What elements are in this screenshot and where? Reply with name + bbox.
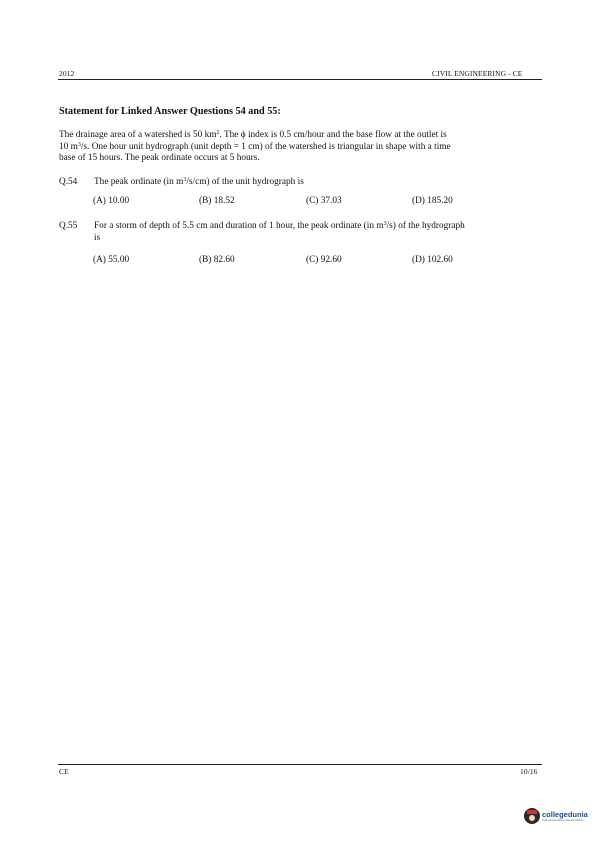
header-rule [58,79,542,80]
statement-title: Statement for Linked Answer Questions 54 and 55: [59,106,281,117]
statement-paragraph [59,130,535,165]
option-c: (C) 37.03 [306,196,342,206]
question-text: For a storm of depth of 5.5 cm and duration of 1 hour, the peak ordinate (in $m^3/s$) of the hydrograph is [94,221,465,243]
question-number: Q.55 [59,221,78,231]
option-b: (B) 82.60 [199,255,235,265]
mascot-icon [524,808,540,824]
footer-rule [58,764,542,765]
option-c: (C) 92.60 [306,255,342,265]
footer-page-number: 10/16 [520,767,538,776]
option-d: (D) 102.60 [412,255,453,265]
option-b: (B) 18.52 [199,196,235,206]
option-a: (A) 10.00 [93,196,130,206]
statement-line-1: The drainage area of a watershed is 50 $km^2$. The ϕ index is 0.5 cm/hour and the base flow at the outlet is [59,130,447,140]
option-d: (D) 185.20 [412,196,453,206]
statement-line-2: 10 $m^3/s$. One hour unit hydrograph (unit depth = 1 cm) of the watershed is triangular in shape with a time [59,141,451,152]
collegedunia-logo [524,808,588,824]
question-54 [59,177,535,191]
logo-text: collegedunia India's largest Student Review Platform [542,809,588,822]
header-subject: CIVIL ENGINEERING - CE [432,69,523,78]
header-year: 2012 [59,69,75,78]
question-number: Q.54 [59,177,78,187]
option-a: (A) 55.00 [93,255,130,265]
question-55 [59,221,535,247]
statement-line-3: base of 15 hours. The peak ordinate occurs at 5 hours. [59,153,260,164]
question-text: The peak ordinate (in $m^3/s/cm$) of the unit hydrograph is [94,177,304,187]
footer-code: CE [59,767,69,776]
